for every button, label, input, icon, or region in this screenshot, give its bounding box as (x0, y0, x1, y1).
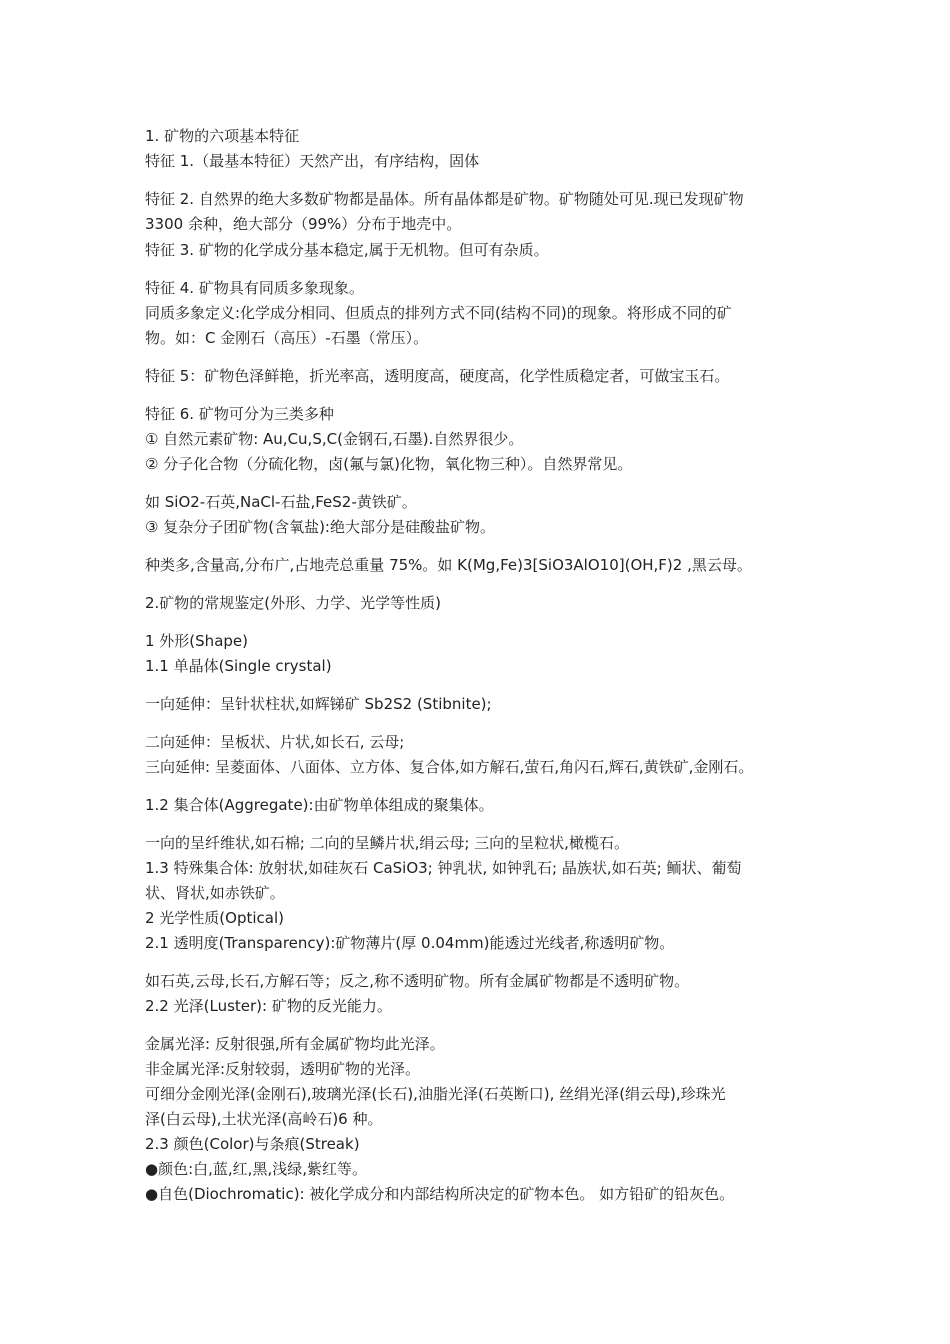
text-line: 3300 余种，绝大部分（99%）分布于地壳中。 (145, 215, 462, 233)
text-line: 同质多象定义:化学成分相同、但质点的排列方式不同(结构不同)的现象。将形成不同的矿 (145, 304, 732, 322)
text-line: 特征 3. 矿物的化学成分基本稳定,属于无机物。但可有杂质。 (145, 241, 549, 259)
bullet-item: ●自色(Diochromatic): 被化学成分和内部结构所决定的矿物本色。 如方铅矿的铅灰色。 (145, 1185, 735, 1203)
heading-color-streak: 2.3 颜色(Color)与条痕(Streak) (145, 1135, 360, 1153)
text-line: 特征 4. 矿物具有同质多象现象。 (145, 279, 364, 297)
text-line: 特征 1.（最基本特征）天然产出，有序结构，固体 (145, 152, 480, 170)
heading-shape: 1 外形(Shape) (145, 632, 248, 650)
text-line: 特征 5：矿物色泽鲜艳，折光率高，透明度高，硬度高，化学性质稳定者，可做宝玉石。 (145, 367, 730, 385)
heading-aggregate: 1.2 集合体(Aggregate):由矿物单体组成的聚集体。 (145, 796, 494, 814)
text-line: 一向延伸：呈针状柱状,如辉锑矿 Sb2S2 (Stibnite); (145, 695, 492, 713)
heading-single-crystal: 1.1 单晶体(Single crystal) (145, 657, 332, 675)
text-line: 状、肾状,如赤铁矿。 (145, 884, 285, 902)
list-item: ③ 复杂分子团矿物(含氧盐):绝大部分是硅酸盐矿物。 (145, 518, 495, 536)
heading-identification: 2.矿物的常规鉴定(外形、力学、光学等性质) (145, 594, 442, 612)
text-line: 泽(白云母),土状光泽(高岭石)6 种。 (145, 1110, 383, 1128)
list-item: ① 自然元素矿物: Au,Cu,S,C(金钢石,石墨).自然界很少。 (145, 430, 524, 448)
text-line: 可细分金刚光泽(金刚石),玻璃光泽(长石),油脂光泽(石英断口), 丝绢光泽(绢云母),珍珠光 (145, 1085, 726, 1103)
list-item: ② 分子化合物（分硫化物，卤(氟与氯)化物，氧化物三种）。自然界常见。 (145, 455, 633, 473)
text-line: 金属光泽: 反射很强,所有金属矿物均此光泽。 (145, 1035, 445, 1053)
text-line: 如 SiO2-石英,NaCl-石盐,FeS2-黄铁矿。 (145, 493, 417, 511)
heading-transparency: 2.1 透明度(Transparency):矿物薄片(厚 0.04mm)能透过光线者,称透明矿物。 (145, 934, 675, 952)
heading-optical: 2 光学性质(Optical) (145, 909, 284, 927)
text-line: 如石英,云母,长石,方解石等；反之,称不透明矿物。所有金属矿物都是不透明矿物。 (145, 972, 690, 990)
text-line: 特征 6. 矿物可分为三类多种 (145, 405, 334, 423)
text-line: 非金属光泽:反射较弱，透明矿物的光泽。 (145, 1060, 421, 1078)
heading-special-aggregate: 1.3 特殊集合体: 放射状,如硅灰石 CaSiO3; 钟乳状, 如钟乳石; 晶族状,如石英; 鲕状、葡萄 (145, 859, 742, 877)
document-body (145, 0, 815, 1344)
heading-luster: 2.2 光泽(Luster): 矿物的反光能力。 (145, 997, 392, 1015)
text-line: 种类多,含量高,分布广,占地壳总重量 75%。如 K(Mg,Fe)3[SiO3AlO10](OH,F)2 ,黑云母。 (145, 556, 752, 574)
text-line: 特征 2. 自然界的绝大多数矿物都是晶体。所有晶体都是矿物。矿物随处可见.现已发现矿物 (145, 190, 744, 208)
text-line: 一向的呈纤维状,如石棉; 二向的呈鳞片状,绢云母; 三向的呈粒状,橄榄石。 (145, 834, 629, 852)
text-line: 二向延伸：呈板状、片状,如长石, 云母; (145, 733, 405, 751)
text-line: 物。如：C 金刚石（高压）-石墨（常压）。 (145, 329, 429, 347)
heading-mineral-features: 1. 矿物的六项基本特征 (145, 127, 300, 145)
text-line: 三向延伸: 呈菱面体、八面体、立方体、复合体,如方解石,萤石,角闪石,辉石,黄铁矿,金刚石。 (145, 758, 754, 776)
bullet-item: ●颜色:白,蓝,红,黑,浅绿,紫红等。 (145, 1160, 367, 1178)
